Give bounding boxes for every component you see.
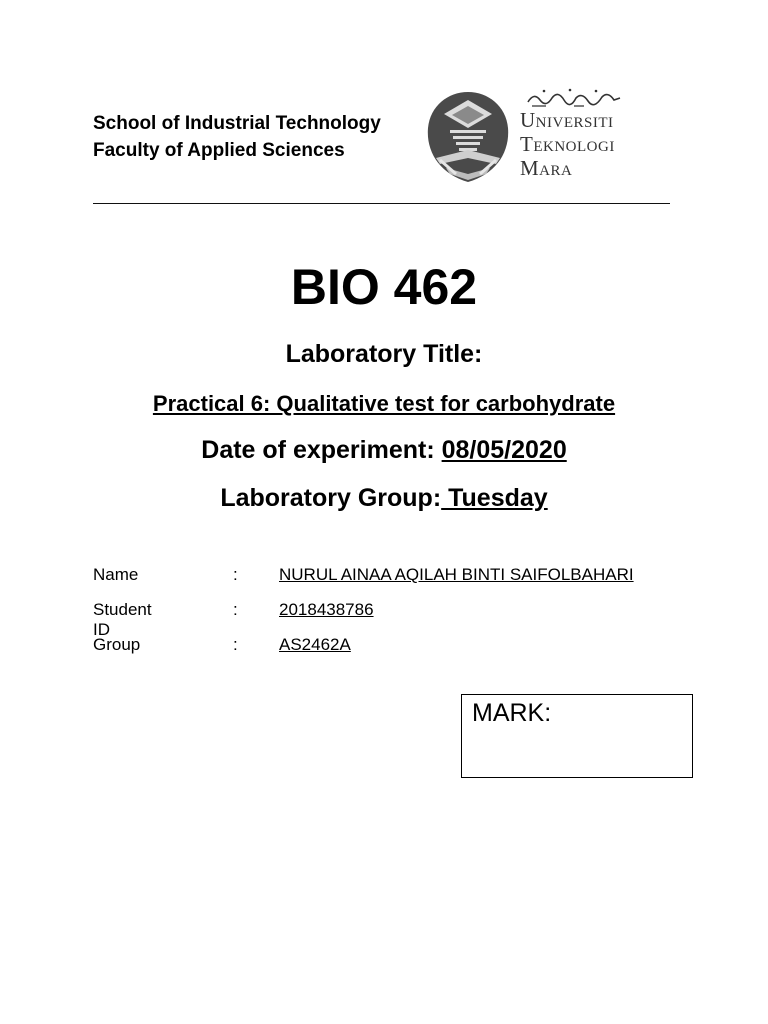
university-logo <box>426 86 676 186</box>
info-label: Student ID <box>93 600 152 639</box>
info-separator: : <box>233 565 238 584</box>
logo-jawi-text <box>524 86 624 108</box>
university-name-line-3: Mara <box>520 156 573 180</box>
date-label: Date of experiment: <box>201 436 442 464</box>
info-label: Group <box>93 635 141 654</box>
lab-title-label: Laboratory Title: <box>285 340 483 368</box>
lab-group-label: Laboratory Group: <box>220 484 442 512</box>
date-value: 08/05/2020 <box>441 436 567 464</box>
university-name-line-2: Teknologi <box>520 132 615 156</box>
lab-title-value: Practical 6: Qualitative test for carbohydrate <box>152 391 616 416</box>
info-separator: : <box>233 635 238 654</box>
student-id: 2018438786 <box>279 600 374 619</box>
header-divider <box>93 203 670 204</box>
student-name: NURUL AINAA AQILAH BINTI SAIFOLBAHARI <box>279 565 634 584</box>
mark-box <box>461 694 693 778</box>
lab-group <box>0 484 768 513</box>
faculty-name: Faculty of Applied Sciences <box>93 140 345 161</box>
university-name <box>520 108 615 180</box>
jawi-script-icon <box>524 86 624 108</box>
uitm-emblem-icon <box>426 90 510 184</box>
info-label: Name <box>93 565 139 584</box>
school-name: School of Industrial Technology <box>93 113 381 134</box>
institution-header <box>93 110 381 164</box>
course-code: BIO 462 <box>290 259 478 315</box>
experiment-date <box>0 436 768 465</box>
university-name-line-1: Universiti <box>520 108 614 132</box>
lab-group-value: Tuesday <box>441 484 548 512</box>
info-separator: : <box>233 600 238 619</box>
mark-label: MARK: <box>472 699 552 727</box>
student-group: AS2462A <box>279 635 351 654</box>
